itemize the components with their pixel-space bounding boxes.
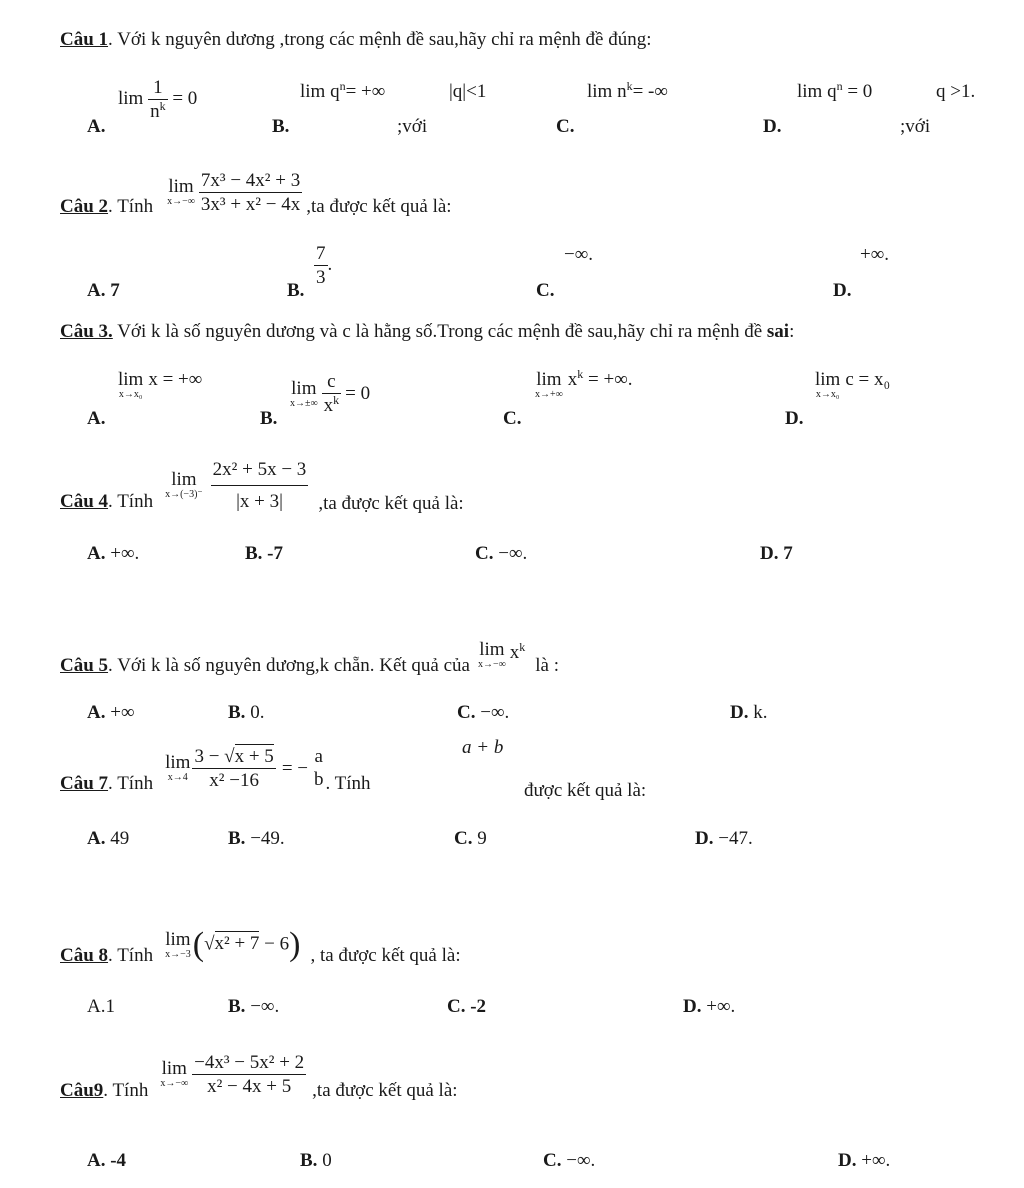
q5-label: Câu 5 bbox=[60, 654, 109, 676]
q1-stem bbox=[60, 30, 652, 49]
q9-text-before: . Tính bbox=[103, 1079, 149, 1101]
q3-text-bold: sai bbox=[766, 321, 790, 342]
q4-stem bbox=[60, 450, 464, 520]
q5-optA: A. +∞ bbox=[87, 702, 135, 723]
q7-text-after: được kết quả là: bbox=[524, 780, 647, 801]
q7-lim: lim x→4 bbox=[165, 752, 191, 783]
q7-label: Câu 7 bbox=[60, 772, 109, 794]
q4-optD: D. 7 bbox=[760, 543, 793, 564]
q2-optA: A. 7 bbox=[87, 280, 120, 301]
q1-optC-expr: $\lim n^k=$ -∞ bbox=[587, 79, 668, 102]
q5-lim: lim x→−∞ bbox=[477, 639, 506, 670]
q4-text-before: . Tính bbox=[108, 490, 154, 512]
q2-optD-label: D. bbox=[833, 280, 852, 301]
q9-optB: B. 0 bbox=[300, 1150, 332, 1171]
q3-text: Với k là số nguyên dương và c là hằng số.Trong các mệnh đề sau,hãy chỉ ra mệnh đề bbox=[112, 321, 767, 342]
q7-text-before: . Tính bbox=[108, 772, 154, 794]
q7-optB: B. −49. bbox=[228, 828, 285, 849]
q5-optD: D. k. bbox=[730, 702, 768, 723]
q3-optD-label: D. bbox=[785, 408, 804, 429]
q4-text-after: ,ta được kết quả là: bbox=[318, 492, 464, 514]
q4-fraction: $\frac{\text{2x² + 5x − 3}}{|x + 3|}$ bbox=[212, 458, 307, 512]
q3-stem: Câu 3. Với k là số nguyên dương và c là hằng số.Trong các mệnh đề sau,hãy chỉ ra mệnh đề sai: bbox=[60, 321, 795, 342]
q9-optD: D. +∞. bbox=[838, 1150, 891, 1171]
q3-optD-expr: lim x→x₀ c = x₀ bbox=[815, 369, 891, 400]
q9-stem bbox=[60, 1042, 458, 1106]
q5-expr: $x^k$ bbox=[509, 639, 526, 663]
q4-optC-label: C. −∞. bbox=[475, 543, 528, 564]
q2-text-after: ,ta được kết quả là: bbox=[306, 195, 452, 217]
q9-optC: C. −∞. bbox=[543, 1150, 596, 1171]
q3-optB-expr: lim x→±∞ $\frac{c}{x^k}$ = 0 bbox=[290, 371, 371, 416]
q2-lim: lim x→−∞ bbox=[167, 176, 195, 207]
q3-label: Câu 3. bbox=[60, 321, 113, 342]
q9-text-after: ,ta được kết quả là: bbox=[312, 1079, 458, 1101]
q9-fraction: $\frac{\text{−4x³ − 5x² + 2}}{\text{x² − 4x + 5}}$ bbox=[194, 1051, 305, 1097]
q7-fraction: $\frac{3 - √x + 5}{\text{x² −16}}$ bbox=[194, 745, 274, 791]
q1-text: . Với k nguyên dương ,trong các mệnh đề sau,hãy chỉ ra mệnh đề đúng: bbox=[108, 29, 652, 50]
q1-optD-cond: q >1. bbox=[936, 81, 976, 102]
q2-text-before: . Tính bbox=[108, 195, 154, 217]
q2-label: Câu 2 bbox=[60, 195, 109, 217]
q2-optC-val: −∞. bbox=[564, 244, 594, 265]
q7-optD: D. −47. bbox=[695, 828, 753, 849]
q8-label: Câu 8 bbox=[60, 944, 109, 966]
q7-text-mid: . Tính bbox=[325, 772, 371, 794]
q8-expr: (√x² + 7 − 6) bbox=[192, 926, 301, 963]
q3-optB-label: B. bbox=[260, 408, 278, 429]
q5-text-after: là : bbox=[535, 654, 560, 676]
q9-lim: lim x→−∞ bbox=[160, 1058, 189, 1089]
q1-optA-expr: lim $\frac{1}{n^k}$ = 0 bbox=[118, 77, 198, 122]
q5-stem bbox=[60, 630, 559, 680]
q8-lim: lim x→−3 bbox=[165, 929, 191, 960]
q2-optB-frac: $\frac{7}{3}$ . bbox=[316, 243, 333, 288]
q4-optB: B. -7 bbox=[245, 543, 283, 564]
q8-text-after: , ta được kết quả là: bbox=[310, 944, 461, 966]
q1-optD-voi: ;với bbox=[900, 116, 931, 137]
q8-optA: A.1 bbox=[87, 996, 115, 1017]
q3-optA-expr: lim x→x₀ x = +∞ bbox=[118, 369, 203, 400]
q2-stem bbox=[60, 162, 452, 222]
q8-text-before: . Tính bbox=[108, 944, 154, 966]
q4-label: Câu 4 bbox=[60, 490, 109, 512]
q1-optB-cond: |q|<1 bbox=[449, 81, 487, 102]
q8-optB: B. −∞. bbox=[228, 996, 280, 1017]
q1-optC-label: C. bbox=[556, 116, 575, 137]
q5-text: . Với k là số nguyên dương,k chẵn. Kết quả của bbox=[108, 654, 470, 676]
q1-optB-voi: ;với bbox=[397, 116, 428, 137]
q1-optB-label: B. bbox=[272, 116, 290, 137]
q7-rhs-frac: a b bbox=[314, 746, 324, 790]
q4-lim: lim x→(−3)⁻ bbox=[165, 469, 203, 500]
q4-optA-label: A. +∞. bbox=[87, 543, 140, 564]
q2-optB-label: B. bbox=[287, 280, 305, 301]
q7-stem: Câu 7 . Tính lim x→4 $\frac{3 - √x + 5}{\text{x² −16}}$ = − a b . Tính bbox=[60, 745, 371, 794]
q3-optC-expr: lim x→+∞ $x^k$ = +∞. bbox=[535, 367, 633, 400]
q2-fraction: $\frac{\text{7x³ − 4x² + 3}}{\text{3x³ + x² − 4x}}$ bbox=[200, 169, 301, 215]
q8-optD: D. +∞. bbox=[683, 996, 736, 1017]
q1-optD-expr: $\lim q^n = 0$ bbox=[797, 79, 873, 102]
q7-optA: A. 49 bbox=[87, 828, 130, 849]
q2-optD-val: +∞. bbox=[860, 244, 890, 265]
q1-label: Câu 1 bbox=[60, 29, 109, 50]
q9-optA: A. -4 bbox=[87, 1150, 127, 1171]
q7-optC: C. 9 bbox=[454, 828, 487, 849]
q1-optB-expr: $\lim q^n=$ +∞ bbox=[300, 79, 386, 102]
q1-optA-label: A. bbox=[87, 116, 106, 137]
q2-optC-label: C. bbox=[536, 280, 555, 301]
q8-stem bbox=[60, 920, 461, 970]
q3-optC-label: C. bbox=[503, 408, 522, 429]
q3-optA-label: A. bbox=[87, 408, 106, 429]
q5-optB: B. 0. bbox=[228, 702, 265, 723]
q9-label: Câu9 bbox=[60, 1079, 104, 1101]
q7-apb: a + b bbox=[462, 737, 504, 758]
q5-optC: C. −∞. bbox=[457, 702, 510, 723]
q1-optD-label: D. bbox=[763, 116, 782, 137]
q8-optC: C. -2 bbox=[447, 996, 487, 1017]
